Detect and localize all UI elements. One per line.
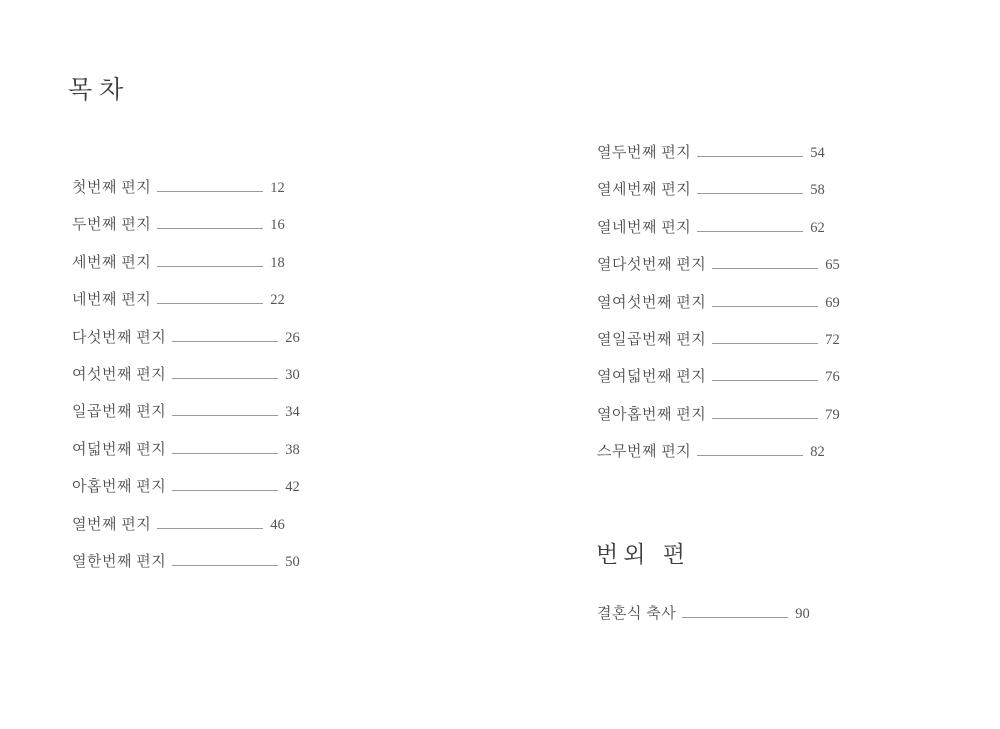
extra-section-title: 번외 편 <box>596 542 690 568</box>
toc-entry-page: 54 <box>810 145 825 161</box>
toc-entry-label: 네번째 편지 <box>72 292 152 309</box>
toc-leader-line <box>697 442 803 457</box>
toc-leader-line <box>712 292 818 307</box>
toc-entry-page: 50 <box>285 553 300 570</box>
toc-entry-label: 열번째 편지 <box>72 516 152 533</box>
toc-leader-line <box>172 477 278 492</box>
toc-left-column <box>72 176 300 587</box>
toc-entry <box>72 438 300 460</box>
toc-entry-label: 열네번째 편지 <box>597 219 692 236</box>
toc-entry-label: 여덟번째 편지 <box>72 441 167 458</box>
toc-leader-line <box>712 404 818 419</box>
toc-entry-label: 결혼식 축사 <box>597 606 677 622</box>
toc-entry-label: 열세번째 편지 <box>597 182 692 199</box>
toc-entry <box>597 141 840 163</box>
toc-entry <box>72 213 300 235</box>
toc-entry <box>597 440 840 462</box>
toc-right-column <box>597 141 840 478</box>
toc-entry <box>597 328 840 350</box>
toc-entry-page: 34 <box>285 404 300 421</box>
toc-leader-line <box>172 327 278 342</box>
toc-entry <box>72 475 300 497</box>
toc-entry-page: 16 <box>270 217 285 234</box>
toc-entry-label: 열일곱번째 편지 <box>597 331 707 348</box>
toc-entry-label: 열다섯번째 편지 <box>597 257 707 274</box>
toc-leader-line <box>697 180 803 195</box>
toc-entry <box>72 550 300 572</box>
toc-entry <box>597 403 840 425</box>
toc-leader-line <box>697 142 803 157</box>
toc-leader-line <box>157 177 263 192</box>
toc-entry <box>597 602 810 624</box>
toc-entry <box>597 216 840 238</box>
toc-entry-page: 46 <box>270 516 285 533</box>
toc-entry-page: 38 <box>285 441 300 458</box>
toc-entry-page: 12 <box>270 180 285 196</box>
toc-entry-page: 69 <box>825 294 840 311</box>
page-title: 목차 <box>68 75 131 104</box>
toc-entry <box>72 513 300 535</box>
toc-entry-label: 열두번째 편지 <box>597 145 692 161</box>
toc-leader-line <box>157 252 263 267</box>
toc-entry-page: 30 <box>285 366 300 383</box>
toc-entry-page: 58 <box>810 182 825 199</box>
toc-entry-page: 22 <box>270 292 285 309</box>
toc-leader-line <box>712 329 818 344</box>
toc-entry-label: 열여섯번째 편지 <box>597 294 707 311</box>
toc-leader-line <box>697 217 803 232</box>
toc-leader-line <box>157 290 263 305</box>
toc-leader-line <box>172 364 278 379</box>
toc-entry-label: 세번째 편지 <box>72 254 152 271</box>
toc-entry-label: 열여덟번째 편지 <box>597 369 707 386</box>
toc-entry <box>597 291 840 313</box>
toc-leader-line <box>712 367 818 382</box>
toc-entry-label: 첫번째 편지 <box>72 180 152 196</box>
toc-entry-page: 26 <box>285 329 300 346</box>
toc-entry-page: 42 <box>285 479 300 496</box>
toc-entry-page: 62 <box>810 219 825 236</box>
toc-leader-line <box>172 439 278 454</box>
toc-entry-page: 76 <box>825 369 840 386</box>
toc-extra-column <box>597 602 810 639</box>
toc-leader-line <box>157 215 263 230</box>
toc-entry <box>72 400 300 422</box>
toc-leader-line <box>172 402 278 417</box>
toc-entry <box>597 253 840 275</box>
toc-entry <box>72 288 300 310</box>
toc-entry-label: 두번째 편지 <box>72 217 152 234</box>
toc-entry <box>597 178 840 200</box>
toc-leader-line <box>712 255 818 270</box>
toc-entry-label: 스무번째 편지 <box>597 444 692 461</box>
toc-leader-line <box>157 514 263 529</box>
toc-entry-label: 아홉번째 편지 <box>72 479 167 496</box>
toc-entry-label: 다섯번째 편지 <box>72 329 167 346</box>
toc-entry <box>72 251 300 273</box>
toc-entry-label: 여섯번째 편지 <box>72 366 167 383</box>
toc-entry <box>597 365 840 387</box>
toc-entry-label: 열한번째 편지 <box>72 553 167 570</box>
toc-leader-line <box>172 551 278 566</box>
toc-entry-page: 82 <box>810 444 825 461</box>
toc-entry <box>72 176 300 198</box>
toc-entry-label: 열아홉번째 편지 <box>597 406 707 423</box>
toc-entry-page: 72 <box>825 331 840 348</box>
toc-entry <box>72 363 300 385</box>
toc-entry-page: 90 <box>795 606 810 622</box>
toc-entry-page: 18 <box>270 254 285 271</box>
toc-leader-line <box>682 603 788 618</box>
toc-entry-page: 79 <box>825 406 840 423</box>
toc-entry <box>72 326 300 348</box>
toc-entry-label: 일곱번째 편지 <box>72 404 167 421</box>
toc-entry-page: 65 <box>825 257 840 274</box>
